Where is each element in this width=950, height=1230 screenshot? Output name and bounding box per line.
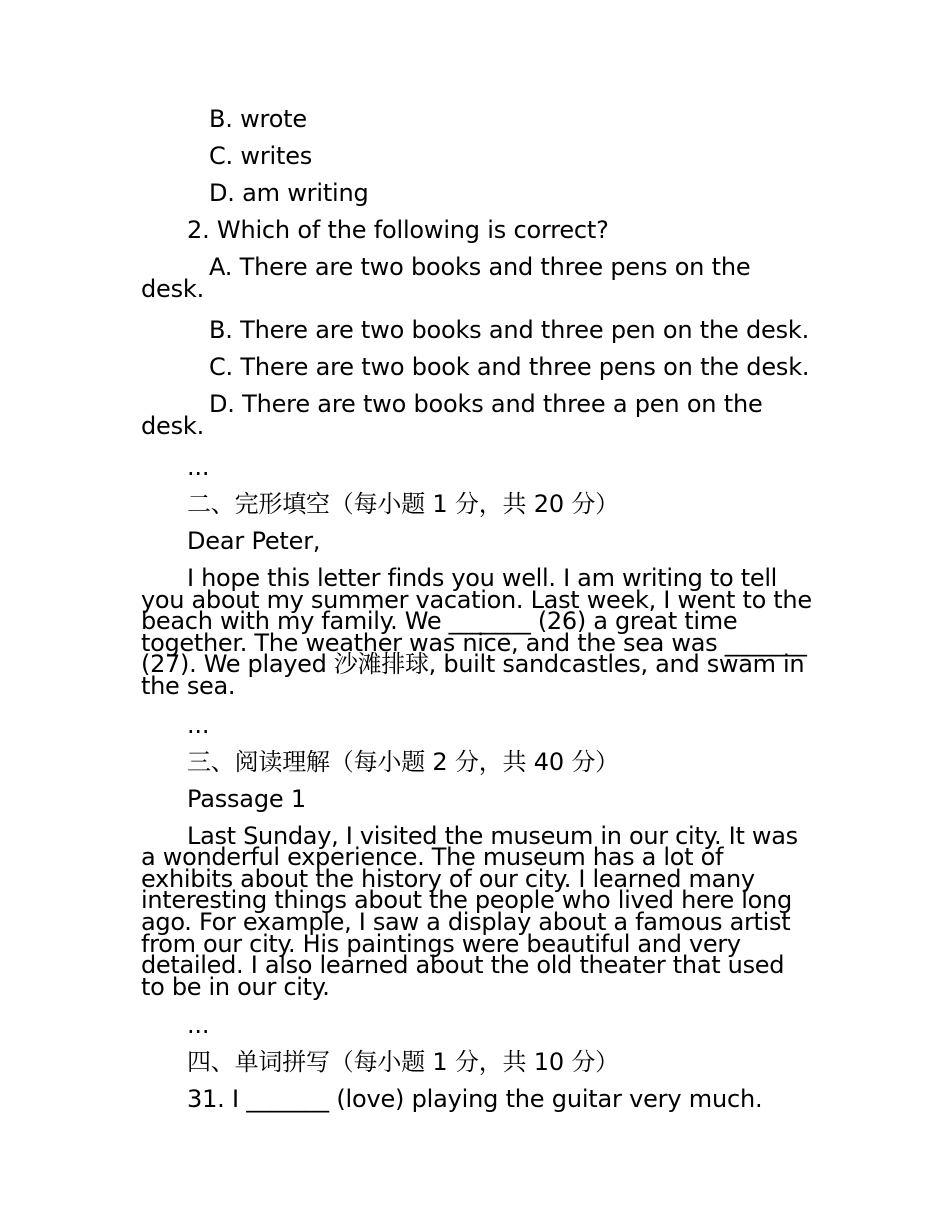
section3-heading: 三、阅读理解（每小题 2 分，共 40 分）	[187, 747, 619, 776]
q2-option-b: B. There are two books and three pen on the desk.	[209, 316, 810, 344]
letter-greeting: Dear Peter,	[187, 527, 321, 555]
cloze-paragraph: I hope this letter finds you well. I am writing to tell you about my summer vacation. Last week, I went to the beach with my family. We _______ (26) a great time together. The weather was nice, and the sea was _______ (27). We played 沙滩排球, built sandcastles, and swam in the sea.	[141, 564, 812, 700]
ellipsis: ...	[187, 1011, 210, 1040]
q1-option-d: D. am writing	[209, 179, 369, 207]
q2-option-d: D. There are two books and three a pen on the desk.	[141, 390, 763, 440]
document-page	[141, 103, 813, 1120]
q1-option-b: B. wrote	[209, 105, 307, 133]
ellipsis: ...	[187, 453, 210, 481]
q2-question: 2. Which of the following is correct?	[187, 216, 609, 244]
q2-option-c: C. There are two book and three pens on the desk.	[209, 353, 810, 381]
passage-title: Passage 1	[187, 784, 306, 813]
q2-option-a: A. There are two books and three pens on the desk.	[141, 253, 751, 303]
spelling-question-31: 31. I _______ (love) playing the guitar very much.	[187, 1085, 763, 1114]
section2-heading: 二、完形填空（每小题 1 分，共 20 分）	[187, 490, 619, 518]
ellipsis: ...	[187, 710, 210, 739]
section4-heading: 四、单词拼写（每小题 1 分，共 10 分）	[187, 1048, 619, 1077]
q1-option-c: C. writes	[209, 142, 313, 170]
reading-paragraph: Last Sunday, I visited the museum in our city. It was a wonderful experience. The museum has a lot of exhibits about the history of our city. I learned many interesting things about the people who lived here long ago. For example, I saw a display about a famous artist from our city. His paintings were beautiful and very detailed. I also learned about the old theater that used to be in our city.	[141, 821, 798, 1001]
